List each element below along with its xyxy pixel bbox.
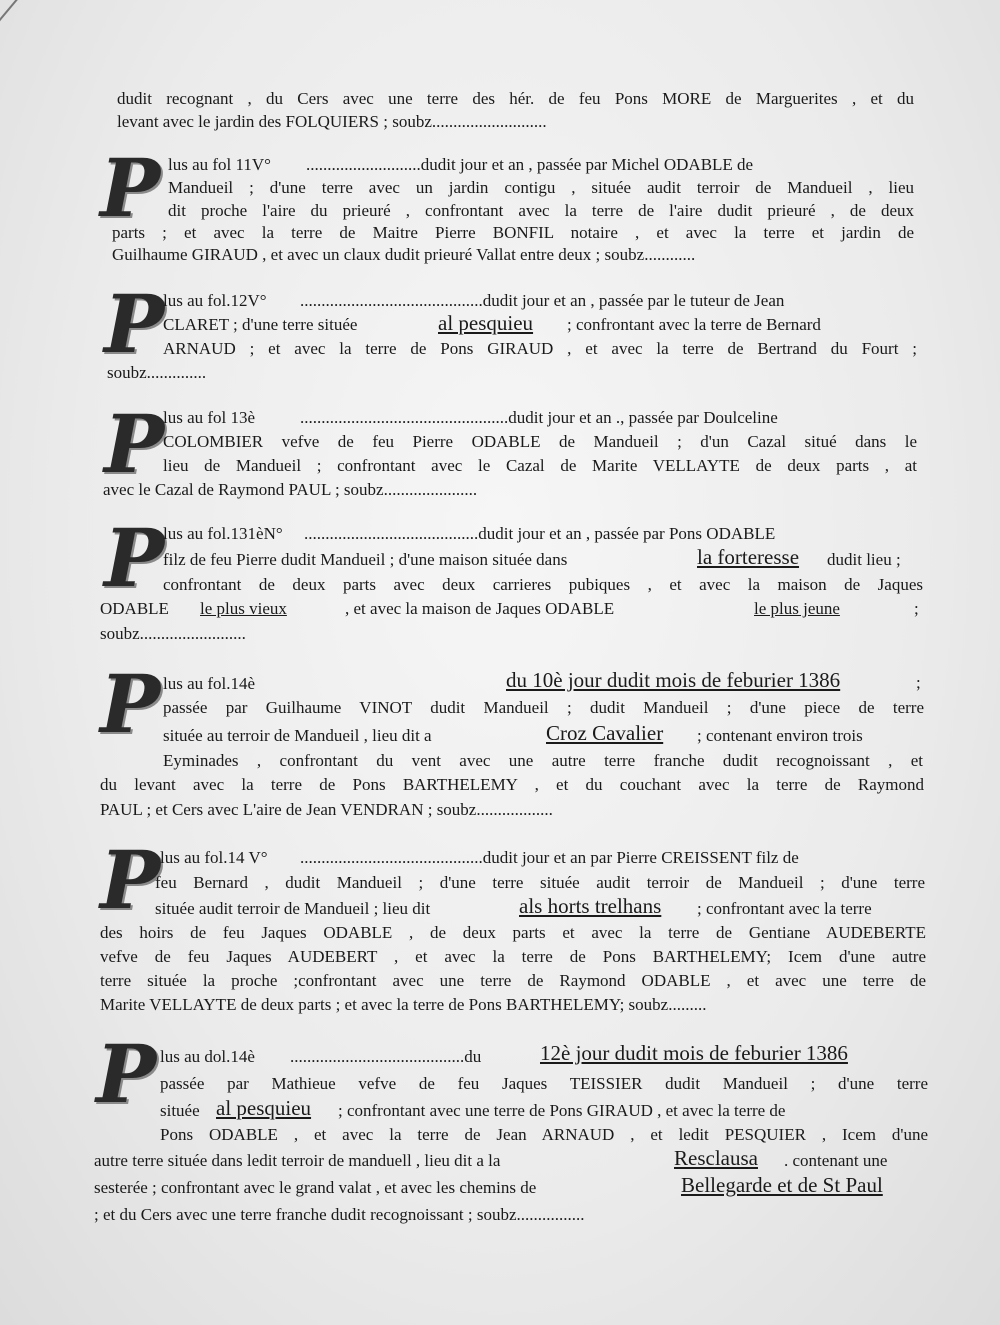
entry-folio: lus au fol 11V°	[168, 155, 271, 174]
text-line: COLOMBIER vefve de feu Pierre ODABLE de Mandueil ; d'un Cazal situé dans le	[163, 432, 917, 451]
entry-folio: lus au fol.14è	[163, 674, 256, 693]
dropcap-letter: P	[100, 833, 161, 927]
text-line: . contenant une	[784, 1151, 888, 1170]
text-line: sesterée ; confrontant avec le grand valat , et avec les chemins de	[94, 1178, 537, 1197]
page-corner-mark	[0, 0, 30, 31]
text-line: située audit terroir de Mandueil ; lieu dit	[155, 899, 431, 918]
place-name-underlined: al pesquieu	[216, 1096, 312, 1120]
text-line: soubz.........................	[100, 624, 246, 643]
text-line: feu Bernard , dudit Mandueil ; d'une terre située audit terroir de Mandueil ; d'une terre	[155, 873, 925, 892]
text-line: parts ; et avec la terre de Maitre Pierre BONFIL notaire , et avec la terre et jardin de	[112, 223, 914, 242]
text-line: ARNAUD ; et avec la terre de Pons GIRAUD , et avec la terre de Bertrand du Fourt ;	[163, 339, 917, 358]
text-line: ; et du Cers avec une terre franche dudit recognoissant ; soubz................	[94, 1205, 585, 1224]
text-line: ...........................................dudit jour et an , passée par le tuteur de Jean	[300, 291, 785, 310]
text-line: ...........................................dudit jour et an par Pierre CREISSENT filz de	[300, 848, 799, 867]
place-name-underlined: Resclausa	[674, 1146, 758, 1170]
dropcap-letter: P	[104, 397, 165, 491]
text-line: confrontant de deux parts avec deux carrieres pubiques , et avec la maison de Jaques	[163, 575, 923, 594]
dropcap-letter: P	[104, 277, 165, 371]
text-line: dudit lieu ;	[827, 550, 901, 569]
entry-folio: lus au fol 13è	[163, 408, 256, 427]
text-line: lieu de Mandueil ; confrontant avec le Cazal de Marite VELLAYTE de deux parts , at	[163, 456, 917, 475]
text-line: Marite VELLAYTE de deux parts ; et avec la terre de Pons BARTHELEMY; soubz.........	[100, 995, 707, 1014]
text-line: Guilhaume GIRAUD , et avec un claux dudit prieuré Vallat entre deux ; soubz............	[112, 245, 696, 264]
text-line: ; contenant environ trois	[697, 726, 863, 745]
text-line: située au terroir de Mandueil , lieu dit a	[163, 726, 432, 745]
dropcap-letter: P	[100, 141, 161, 235]
entry-folio: lus au fol.131èN°	[163, 524, 283, 543]
entry-folio: lus au fol.12V°	[163, 291, 267, 310]
text-line: Mandueil ; d'une terre avec un jardin contigu , située audit terroir de Mandueil , lieu	[168, 178, 914, 197]
place-name-underlined: la forteresse	[697, 545, 800, 569]
text-line: soubz..............	[107, 363, 207, 382]
underlined-phrase: le plus vieux	[200, 599, 287, 618]
text-line: ; confrontant avec la terre de Bernard	[567, 315, 821, 334]
place-name-underlined: Croz Cavalier	[546, 721, 664, 745]
date-underlined: du 10è jour dudit mois de feburier 1386	[506, 668, 841, 692]
text-line: dudit recognant , du Cers avec une terre des hér. de feu Pons MORE de Marguerites , et du	[117, 89, 914, 108]
text-line: passée par Guilhaume VINOT dudit Mandueil ; dudit Mandueil ; d'une piece de terre	[163, 698, 924, 717]
text-line: levant avec le jardin des FOLQUIERS ; soubz...........................	[117, 112, 547, 131]
text-line: des hoirs de feu Jaques ODABLE , de deux parts et avec la terre de Gentiane AUDEBERTE	[100, 923, 926, 942]
text-line: PAUL ; et Cers avec L'aire de Jean VENDRAN ; soubz..................	[100, 800, 553, 819]
text-line: .................................................dudit jour et an ., passée par Doulceline	[300, 408, 778, 427]
dropcap-letter: P	[100, 657, 161, 751]
text-line: .........................................du	[290, 1047, 482, 1066]
text-line: filz de feu Pierre dudit Mandueil ; d'une maison située dans	[163, 550, 568, 569]
text-line: vefve de feu Jaques AUDEBERT , et avec la terre de Pons BARTHELEMY; Icem d'une autre	[100, 947, 926, 966]
text-line: Pons ODABLE , et avec la terre de Jean ARNAUD , et ledit PESQUIER , Icem d'une	[160, 1125, 928, 1144]
dropcap-letter: P	[96, 1027, 157, 1121]
text-line: dit proche l'aire du prieuré , confrontant avec la terre de l'aire dudit prieuré , de deux	[168, 201, 914, 220]
text-line: ODABLE	[100, 599, 169, 618]
text-line: .........................................dudit jour et an , passée par Pons ODABLE	[304, 524, 776, 543]
text-line: ...........................dudit jour et an , passée par Michel ODABLE de	[306, 155, 754, 174]
text-line: CLARET ; d'une terre située	[163, 315, 358, 334]
place-name-underlined: al pesquieu	[438, 311, 534, 335]
entry-folio: lus au fol.14 V°	[160, 848, 268, 867]
text-line: située	[160, 1101, 200, 1120]
text-line: du levant avec la terre de Pons BARTHELEMY , et du couchant avec la terre de Raymond	[100, 775, 924, 794]
text-line: ; confrontant avec la terre	[697, 899, 872, 918]
text-line: Eyminades , confrontant du vent avec une autre terre franche dudit recognoissant , et	[163, 751, 923, 770]
text-line: passée par Mathieue vefve de feu Jaques TEISSIER dudit Mandueil ; d'une terre	[160, 1074, 928, 1093]
text-line: ; confrontant avec une terre de Pons GIRAUD , et avec la terre de	[338, 1101, 786, 1120]
date-underlined: 12è jour dudit mois de feburier 1386	[540, 1041, 848, 1065]
place-name-underlined: Bellegarde et de St Paul	[681, 1173, 883, 1197]
text-line: ;	[914, 599, 919, 618]
dropcap-letter: P	[104, 511, 165, 605]
text-line: , et avec la maison de Jaques ODABLE	[345, 599, 615, 618]
underlined-phrase: le plus jeune	[754, 599, 840, 618]
entry-folio: lus au dol.14è	[160, 1047, 255, 1066]
text-line: terre située la proche ;confrontant avec une terre de Raymond ODABLE , et avec une terre de	[100, 971, 926, 990]
text-line: autre terre située dans ledit terroir de manduell , lieu dit a la	[94, 1151, 501, 1170]
place-name-underlined: als horts trelhans	[519, 894, 662, 918]
text-line: avec le Cazal de Raymond PAUL ; soubz......................	[103, 480, 478, 499]
text-line: ;	[916, 673, 921, 692]
